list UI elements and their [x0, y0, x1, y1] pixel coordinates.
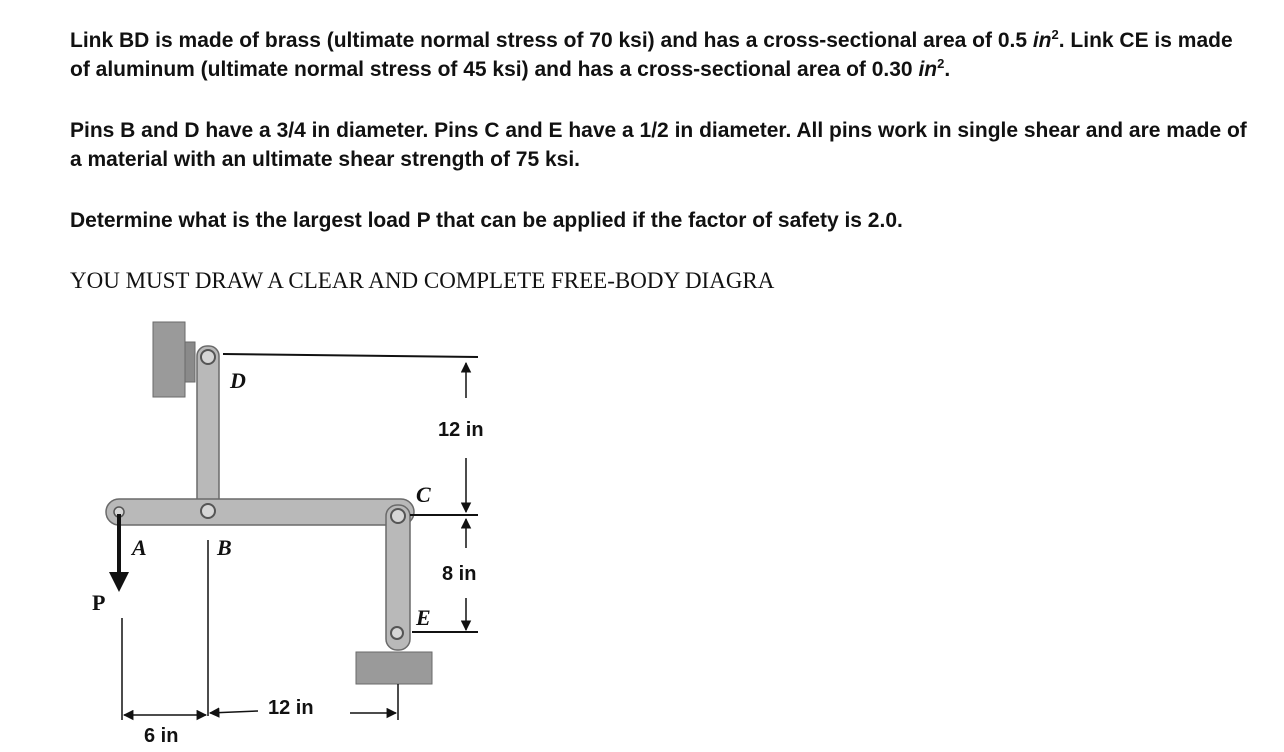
reference-line-top — [223, 354, 478, 357]
problem-question: Determine what is the largest load P that can be applied if the factor of safety is 2.0. — [70, 209, 903, 232]
problem-paragraph-1 — [70, 26, 1250, 84]
p1-unit-1: in — [1032, 29, 1052, 52]
pin-d-icon — [201, 350, 215, 364]
dim-label-12in-horizontal: 12 in — [268, 697, 314, 719]
label-p: P — [92, 590, 106, 615]
p1-unit-2: in — [918, 58, 938, 81]
wall-support-top-edge — [185, 342, 195, 382]
label-d: D — [230, 368, 246, 393]
dim-label-6in-horizontal: 6 in — [144, 725, 179, 747]
dim-line-12in-left — [210, 711, 258, 713]
p1-text-b: . Link CE is made of aluminum (ultimate normal stress of 45 ksi) and has a cross-sectional area of 0.30 — [70, 29, 1233, 81]
label-e: E — [416, 605, 431, 630]
mechanism-figure — [0, 300, 620, 752]
link-bd — [197, 346, 219, 520]
p1-sup-2: 2 — [937, 56, 945, 71]
label-b: B — [217, 535, 232, 560]
p1-text-a: Link BD is made of brass (ultimate normal stress of 70 ksi) and has a cross-sectional area of 0.5 — [70, 29, 1033, 52]
label-c: C — [416, 482, 431, 507]
wall-support-top — [153, 322, 185, 397]
p1-text-c: . — [944, 58, 951, 81]
dim-label-8in-vertical: 8 in — [442, 563, 477, 585]
label-a: A — [132, 535, 147, 560]
bar-abc — [106, 499, 414, 525]
problem-instruction: YOU MUST DRAW A CLEAR AND COMPLETE FREE-BODY DIAGRA — [70, 268, 775, 293]
dim-label-12in-vertical: 12 in — [438, 419, 484, 441]
problem-paragraph-2: Pins B and D have a 3/4 in diameter. Pins C and E have a 1/2 in diameter. All pins work in single shear and are made of a material with an ultimate shear strength of 75 ksi. — [70, 119, 1247, 171]
pin-b-icon — [201, 504, 215, 518]
p1-sup-1: 2 — [1051, 27, 1059, 42]
ground-support-e — [356, 652, 432, 684]
pin-c-icon — [391, 509, 405, 523]
pin-e-icon — [391, 627, 403, 639]
